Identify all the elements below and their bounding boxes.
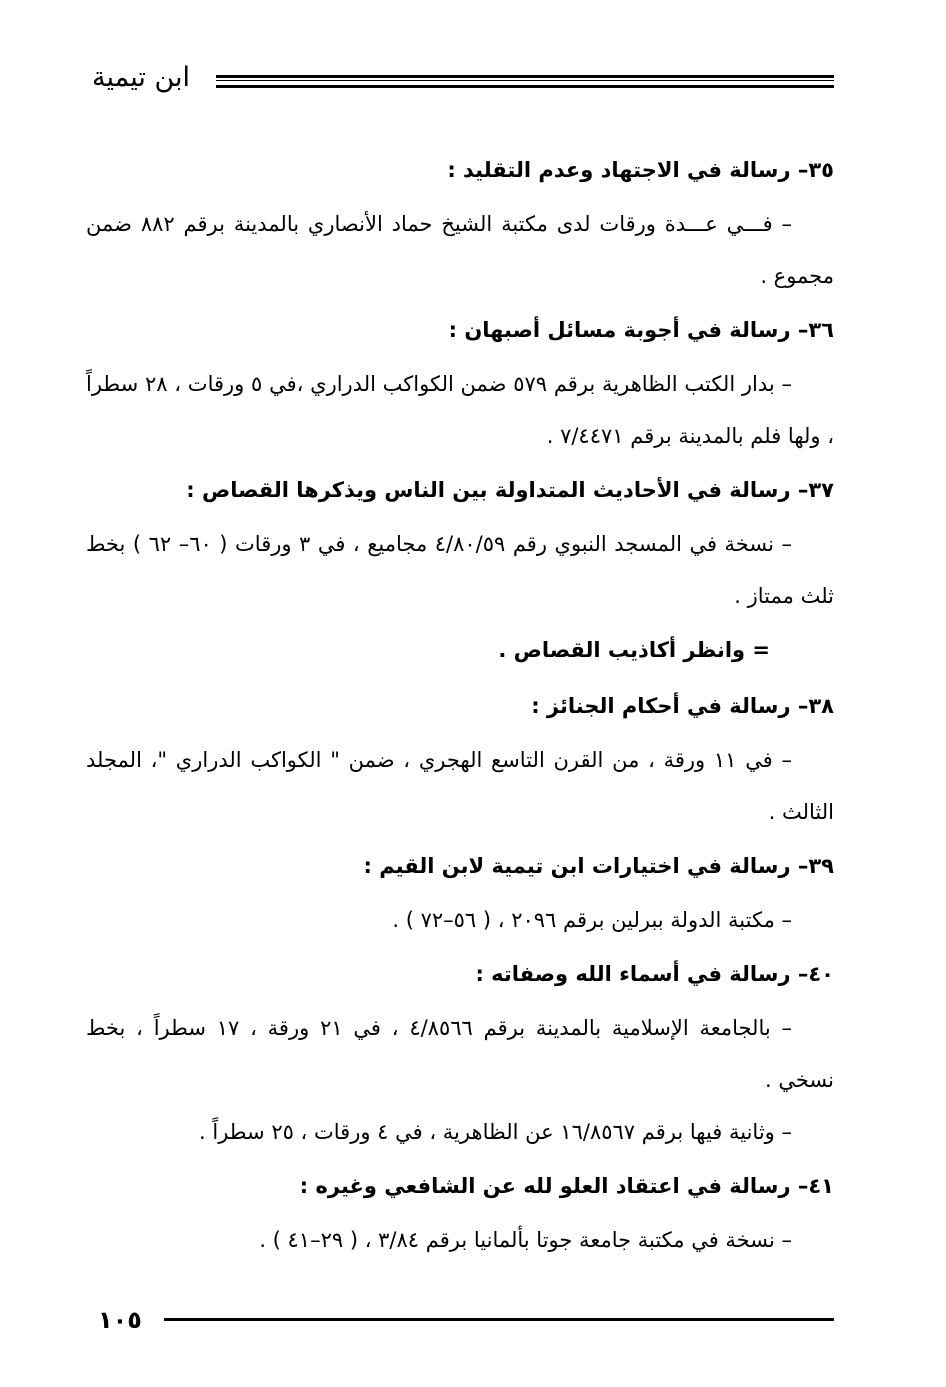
entry-heading: ٣٩– رسالة في اختيارات ابن تيمية لابن القيم : (363, 854, 834, 878)
entry-heading: ٣٨– رسالة في أحكام الجنائز : (531, 694, 834, 718)
entry-paragraph: – وثانية فيها برقم ١٦/٨٥٦٧ عن الظاهرية ، في ٤ ورقات ، ٢٥ سطراً . (199, 1120, 792, 1144)
entry-paragraph: – نسخة في مكتبة جامعة جوتا بألمانيا برقم ٣/٨٤ ، ( ٢٩–٤١ ) . (259, 1228, 792, 1252)
page-body (86, 142, 834, 1266)
entry-paragraph: – في ١١ ورقة ، من القرن التاسع الهجري ، ضمن " الكواكب الدراري "، المجلد الثالث . (86, 748, 834, 824)
entry-heading: ٤١– رسالة في اعتقاد العلو لله عن الشافعي وغيره : (299, 1174, 834, 1198)
entry-paragraph: – بدار الكتب الظاهرية برقم ٥٧٩ ضمن الكواكب الدراري ،في ٥ ورقات ، ٢٨ سطراً ، ولها فلم بالمدينة برقم ٧/٤٤٧١ . (86, 372, 834, 448)
entry-paragraph: – نسخة في المسجد النبوي رقم ٤/٨٠/٥٩ مجاميع ، في ٣ ورقات ( ٦٠– ٦٢ ) بخط ثلث ممتاز . (86, 532, 834, 608)
entry-heading: ٣٧– رسالة في الأحاديث المتداولة بين الناس ويذكرها القصاص : (186, 478, 834, 502)
entry-paragraph: – بالجامعة الإسلامية بالمدينة برقم ٤/٨٥٦٦ ، في ٢١ ورقة ، ١٧ سطراً ، بخط نسخي . (86, 1016, 834, 1092)
entry-paragraph: – فـــي عـــدة ورقات لدى مكتبة الشيخ حماد الأنصاري بالمدينة برقم ٨٨٢ ضمن مجموع . (86, 212, 834, 288)
cross-reference-note: = وانظر أكاذيب القصاص . (498, 638, 770, 662)
footer-rule (164, 1318, 834, 1321)
entry-heading: ٣٥– رسالة في الاجتهاد وعدم التقليد : (447, 158, 834, 182)
entry-heading: ٣٦– رسالة في أجوبة مسائل أصبهان : (448, 318, 834, 342)
header-rule (216, 75, 834, 88)
page-footer (92, 1302, 834, 1338)
entry-heading: ٤٠– رسالة في أسماء الله وصفاته : (475, 962, 834, 986)
running-header (92, 58, 834, 98)
entry-paragraph: – مكتبة الدولة ببرلين برقم ٢٠٩٦ ، ( ٥٦–٧٢ ) . (392, 908, 792, 932)
running-header-title: ابن تيمية (92, 62, 191, 93)
page-number: ١٠٥ (98, 1306, 142, 1334)
